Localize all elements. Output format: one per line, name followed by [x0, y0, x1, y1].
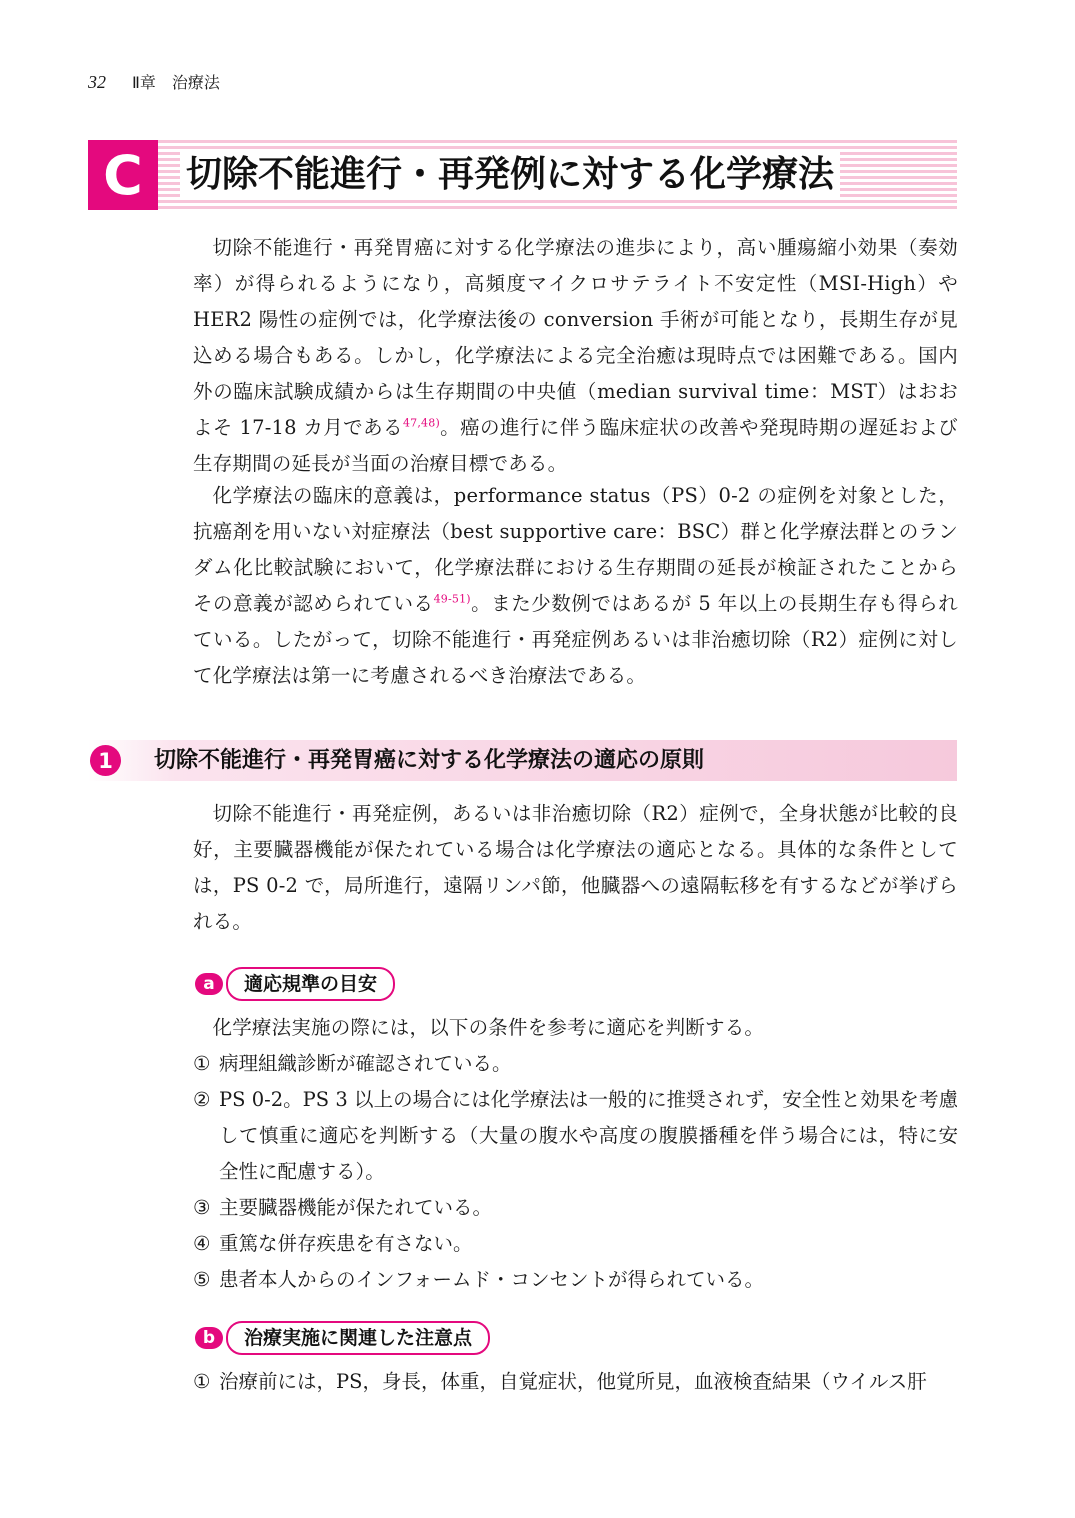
list-marker: ①	[193, 1052, 211, 1075]
list-marker: ④	[193, 1232, 211, 1255]
subsection-title: 切除不能進行・再発胃癌に対する化学療法の適応の原則	[154, 748, 705, 773]
item-a-title: 適応規準の目安	[226, 967, 395, 1001]
section-header	[88, 140, 957, 210]
chapter-title: Ⅱ章 治療法	[132, 73, 220, 92]
list-text: 患者本人からのインフォームド・コンセントが得られている。	[219, 1268, 765, 1291]
list-item	[193, 1262, 958, 1298]
item-b-header	[195, 1322, 490, 1354]
subsection-body: 切除不能進行・再発症例，あるいは非治癒切除（R2）症例で，全身状態が比較的良好，主要臓器機能が保たれている場合は化学療法の適応となる。具体的な条件としては，PS 0-2 で，局所進行，遠隔リンパ節，他臓器への遠隔転移を有するなどが挙げられる。	[193, 802, 958, 933]
list-item	[193, 1046, 958, 1082]
list-marker: ①	[193, 1370, 211, 1393]
subsection-number-badge: 1	[90, 745, 121, 776]
list-item	[193, 1364, 958, 1400]
list-text: 主要臓器機能が保たれている。	[219, 1196, 493, 1219]
intro-paragraph-1	[193, 230, 958, 482]
list-text: 治療前には，PS，身長，体重，自覚症状，他覚所見，血液検査結果（ウイルス肝	[219, 1370, 927, 1393]
list-text: 重篤な併存疾患を有さない。	[219, 1232, 473, 1255]
item-a-intro: 化学療法実施の際には，以下の条件を参考に適応を判断する。	[212, 1016, 765, 1039]
running-head	[88, 70, 220, 93]
item-a-list	[193, 1046, 958, 1298]
item-b-letter-badge: b	[195, 1327, 223, 1349]
intro-p1-text: 切除不能進行・再発胃癌に対する化学療法の進歩により，高い腫瘍縮小効果（奏効率）が得られるようになり，高頻度マイクロサテライト不安定性（MSI-High）やHER2 陽性の症例では，化学療法後の conversion 手術が可能となり，長期生存が見込める場合もある。しかし，化学療法による完全治癒は現時点では困難である。国内外の臨床試験成績からは生存期間の中央値（median survival time：MST）はおおよそ 17-18 カ月である	[193, 236, 958, 439]
section-title: 切除不能進行・再発例に対する化学療法	[180, 150, 840, 200]
list-marker: ②	[193, 1088, 211, 1111]
page-number: 32	[88, 72, 106, 92]
list-item	[193, 1226, 958, 1262]
intro-paragraph-2	[193, 478, 958, 694]
list-item	[193, 1190, 958, 1226]
item-a-letter-badge: a	[195, 973, 223, 995]
list-marker: ③	[193, 1196, 211, 1219]
citation: 49-51)	[433, 592, 471, 606]
list-marker: ⑤	[193, 1268, 211, 1291]
citation: 47,48)	[402, 416, 440, 430]
intro-p1-text-after: 。癌の進行に伴う臨床症状の改善や発現時期の遅延および生存期間の延長が当面の治療目標である。	[193, 416, 958, 475]
list-item	[193, 1082, 958, 1190]
item-b-title: 治療実施に関連した注意点	[226, 1321, 490, 1355]
list-text: 病理組織診断が確認されている。	[219, 1052, 512, 1075]
intro-p2-text: 化学療法の臨床的意義は，performance status（PS）0-2 の症例を対象とした，抗癌剤を用いない対症療法（best supportive care：BSC）群と化学療法群とのランダム化比較試験において，化学療法群における生存期間の延長が検証されたことからその意義が認められている	[193, 484, 958, 615]
subsection-header	[88, 740, 957, 781]
section-letter-badge: C	[88, 140, 158, 210]
item-b-list	[193, 1364, 958, 1400]
intro-p2-text-after: 。また少数例ではあるが 5 年以上の長期生存も得られている。したがって，切除不能進行・再発症例あるいは非治癒切除（R2）症例に対して化学療法は第一に考慮されるべき治療法である。	[193, 592, 958, 687]
list-text: PS 0-2。PS 3 以上の場合には化学療法は一般的に推奨されず，安全性と効果を考慮して慎重に適応を判断する（大量の腹水や高度の腹膜播種を伴う場合には，特に安全性に配慮する）。	[219, 1088, 958, 1183]
item-a-header	[195, 968, 395, 1000]
